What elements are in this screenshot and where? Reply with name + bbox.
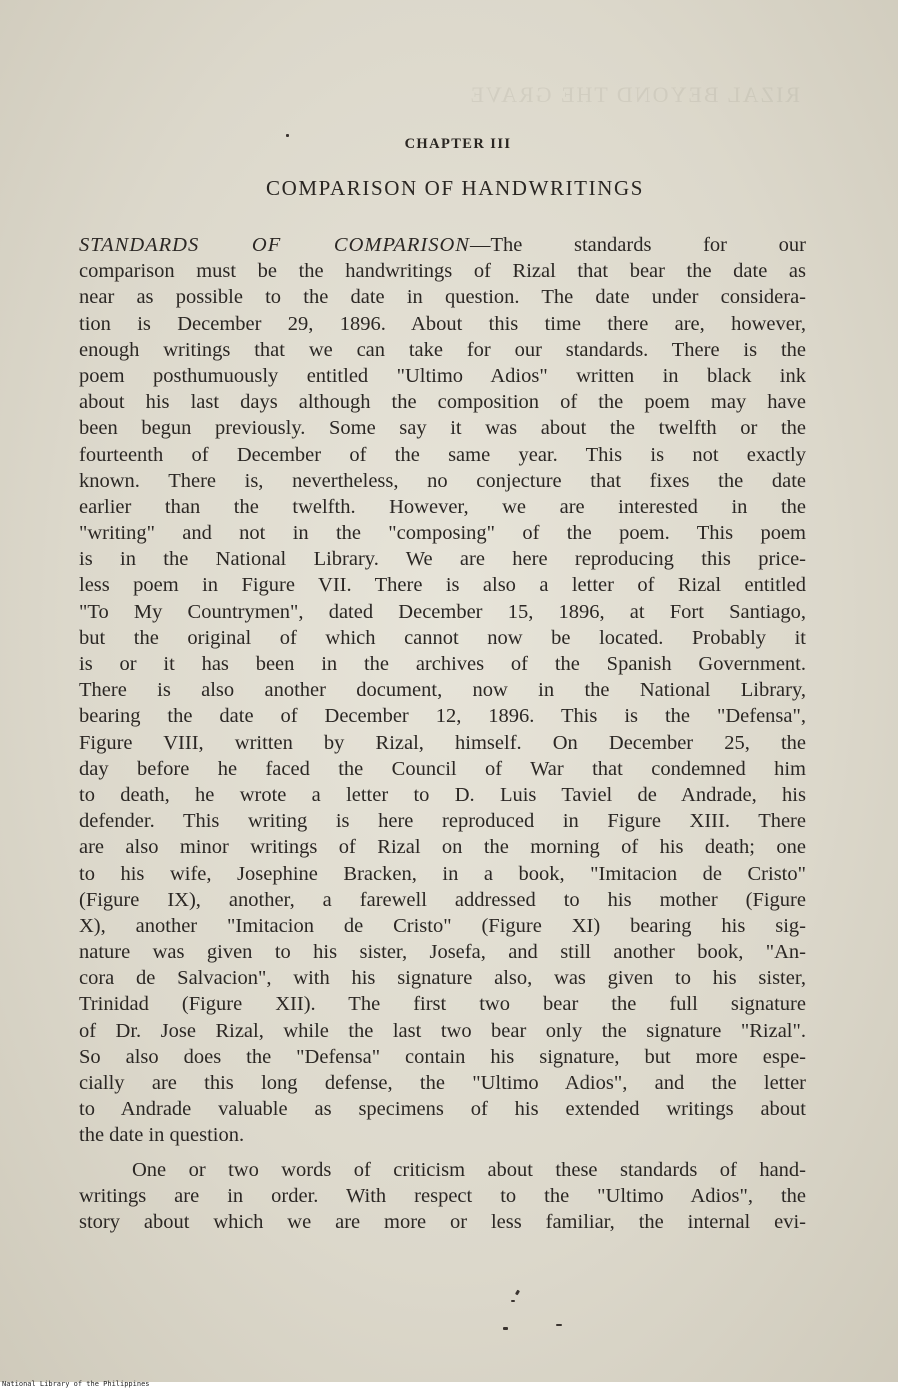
paragraph-line: to Andrade valuable as specimens of his extended writings about [79, 1098, 806, 1121]
paragraph-line: been begun previously. Some say it was about the twelfth or the [79, 417, 806, 440]
bleed-through-header: RIZAL BEYOND THE GRAVE [468, 82, 800, 107]
paragraph-line: comparison must be the handwritings of Rizal that bear the date as [79, 260, 806, 283]
paragraph-line: writings are in order. With respect to the "Ultimo Adios", the [79, 1184, 806, 1207]
body-text [79, 232, 806, 1235]
paragraph-line: (Figure IX), another, a farewell addressed to his mother (Figure [79, 888, 806, 911]
paragraph-line: cially are this long defense, the "Ultimo Adios", and the letter [79, 1072, 806, 1094]
paragraph-line: nature was given to his sister, Josefa, and still another book, "An- [79, 941, 806, 964]
paragraph-line: of Dr. Jose Rizal, while the last two bear only the signature "Rizal". [79, 1019, 806, 1042]
ink-speck [511, 1300, 515, 1302]
paragraph-line: There is also another document, now in the National Library, [79, 679, 806, 702]
paragraph-line: less poem in Figure VII. There is also a letter of Rizal entitled [79, 574, 806, 597]
paragraph-line: earlier than the twelfth. However, we are interested in the [79, 495, 806, 518]
paragraph-line: "To My Countrymen", dated December 15, 1896, at Fort Santiago, [79, 600, 806, 623]
paragraph-line: known. There is, nevertheless, no conjecture that fixes the date [79, 469, 806, 492]
paragraph-gap [79, 1149, 806, 1157]
paragraph-line: "writing" and not in the "composing" of the poem. This poem [79, 522, 806, 545]
paragraph-line: STANDARDS OF COMPARISON—The standards for our [79, 234, 807, 256]
paragraph-line: bearing the date of December 12, 1896. This is the "Defensa", [79, 705, 806, 728]
paragraph-line: So also does the "Defensa" contain his signature, but more espe- [79, 1045, 806, 1068]
paragraph-line: fourteenth of December of the same year. This is not exactly [79, 443, 806, 466]
chapter-label: CHAPTER III [404, 136, 512, 152]
paragraph-line: to death, he wrote a letter to D. Luis Taviel de Andrade, his [79, 783, 806, 806]
ink-speck [556, 1324, 562, 1326]
paragraph-line: enough writings that we can take for our standards. There is the [79, 338, 806, 361]
paragraph-line: Figure VIII, written by Rizal, himself. On December 25, the [79, 731, 806, 754]
paragraph-line: are also minor writings of Rizal on the morning of his death; one [79, 836, 806, 859]
paragraph-line: but the original of which cannot now be located. Probably it [79, 626, 806, 649]
paragraph-criticism [79, 1157, 806, 1236]
paragraph-line: near as possible to the date in question. The date under considera- [79, 286, 806, 309]
lead-in-heading: STANDARDS OF COMPARISON [79, 234, 470, 256]
paragraph-line: X), another "Imitacion de Cristo" (Figure XI) bearing his sig- [79, 914, 806, 937]
paragraph-standards [79, 232, 806, 1149]
paragraph-line: tion is December 29, 1896. About this time there are, however, [79, 312, 806, 335]
paragraph-line: defender. This writing is here reproduced in Figure XIII. There [79, 810, 806, 833]
paragraph-line: One or two words of criticism about these standards of hand- [132, 1158, 806, 1181]
chapter-title: COMPARISON OF HANDWRITINGS [265, 176, 645, 200]
paragraph-line: day before he faced the Council of War that condemned him [79, 757, 806, 780]
ink-speck [286, 134, 289, 137]
paragraph-line: about his last days although the composition of the poem may have [79, 391, 806, 414]
paragraph-line: poem posthumuously entitled "Ultimo Adios" written in black ink [79, 364, 806, 387]
paragraph-line: cora de Salvacion", with his signature also, was given to his sister, [79, 967, 806, 990]
paragraph-line: story about which we are more or less familiar, the internal evi- [79, 1210, 806, 1233]
paragraph-line: is in the National Library. We are here reproducing this price- [79, 548, 806, 571]
paragraph-line: is or it has been in the archives of the Spanish Government. [79, 653, 806, 675]
paragraph-line: the date in question. [79, 1124, 245, 1147]
ink-speck [503, 1327, 508, 1330]
footer-credit: National Library of the Philippines [2, 1380, 150, 1388]
ink-speck [515, 1290, 520, 1296]
paragraph-line: Trinidad (Figure XII). The first two bear the full signature [79, 993, 806, 1016]
paragraph-line: to his wife, Josephine Bracken, in a book, "Imitacion de Cristo" [79, 862, 806, 885]
